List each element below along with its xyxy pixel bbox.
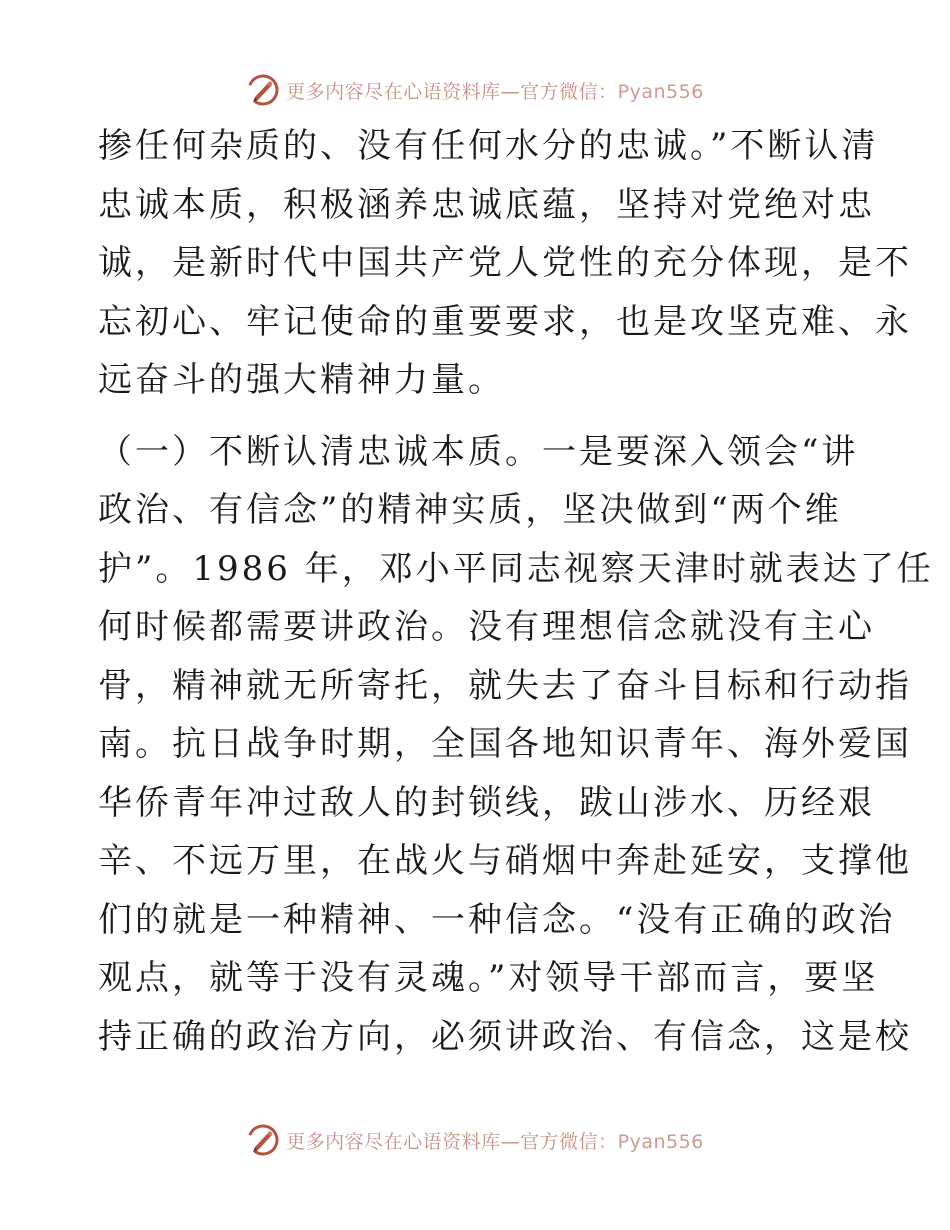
text-line: 持正确的政治方向，必须讲政治、有信念，这是校	[98, 1016, 912, 1057]
brush-pen-logo-icon	[246, 1123, 280, 1157]
footer-watermark	[0, 1120, 950, 1160]
text-line: 忘初心、牢记使命的重要要求，也是攻坚克难、永	[98, 301, 912, 342]
text-line: 远奋斗的强大精神力量。	[98, 360, 505, 400]
text-line: 政治、有信念”的精神实质，坚决做到“两个维	[98, 490, 842, 530]
text-line: 观点，就等于没有灵魂。”对领导干部而言，要坚	[98, 958, 879, 998]
text-line: 忠诚本质，积极涵养忠诚底蕴，坚持对党绝对忠	[98, 184, 875, 225]
paragraph-2	[98, 423, 934, 1067]
watermark-text: 更多内容尽在心语资料库—官方微信：Pyan556	[286, 1130, 704, 1153]
document-body	[98, 117, 934, 1066]
paragraph-1	[98, 117, 912, 410]
header-watermark	[0, 70, 950, 110]
text-line: 南。抗日战争时期，全国各地知识青年、海外爱国	[98, 724, 912, 764]
text-line: 掺任何杂质的、没有任何水分的忠诚。”不断认清	[98, 126, 879, 166]
text-line: 何时候都需要讲政治。没有理想信念就没有主心	[98, 607, 875, 647]
text-line: 辛、不远万里，在战火与硝烟中奔赴延安，支撑他	[98, 841, 912, 881]
text-line: 骨，精神就无所寄托，就失去了奋斗目标和行动指	[98, 665, 912, 706]
brush-pen-logo-icon	[246, 73, 280, 107]
text-line: 华侨青年冲过敌人的封锁线，跋山涉水、历经艰	[98, 782, 875, 823]
text-line: 诚，是新时代中国共产党人党性的充分体现，是不	[98, 243, 912, 283]
text-line: （一）不断认清忠诚本质。一是要深入领会“讲	[98, 431, 859, 472]
watermark-text: 更多内容尽在心语资料库—官方微信：Pyan556	[286, 80, 704, 103]
text-line: 们的就是一种精神、一种信念。“没有正确的政治	[98, 899, 896, 940]
text-line: 护”。1986 年，邓小平同志视察天津时就表达了任	[98, 548, 934, 589]
